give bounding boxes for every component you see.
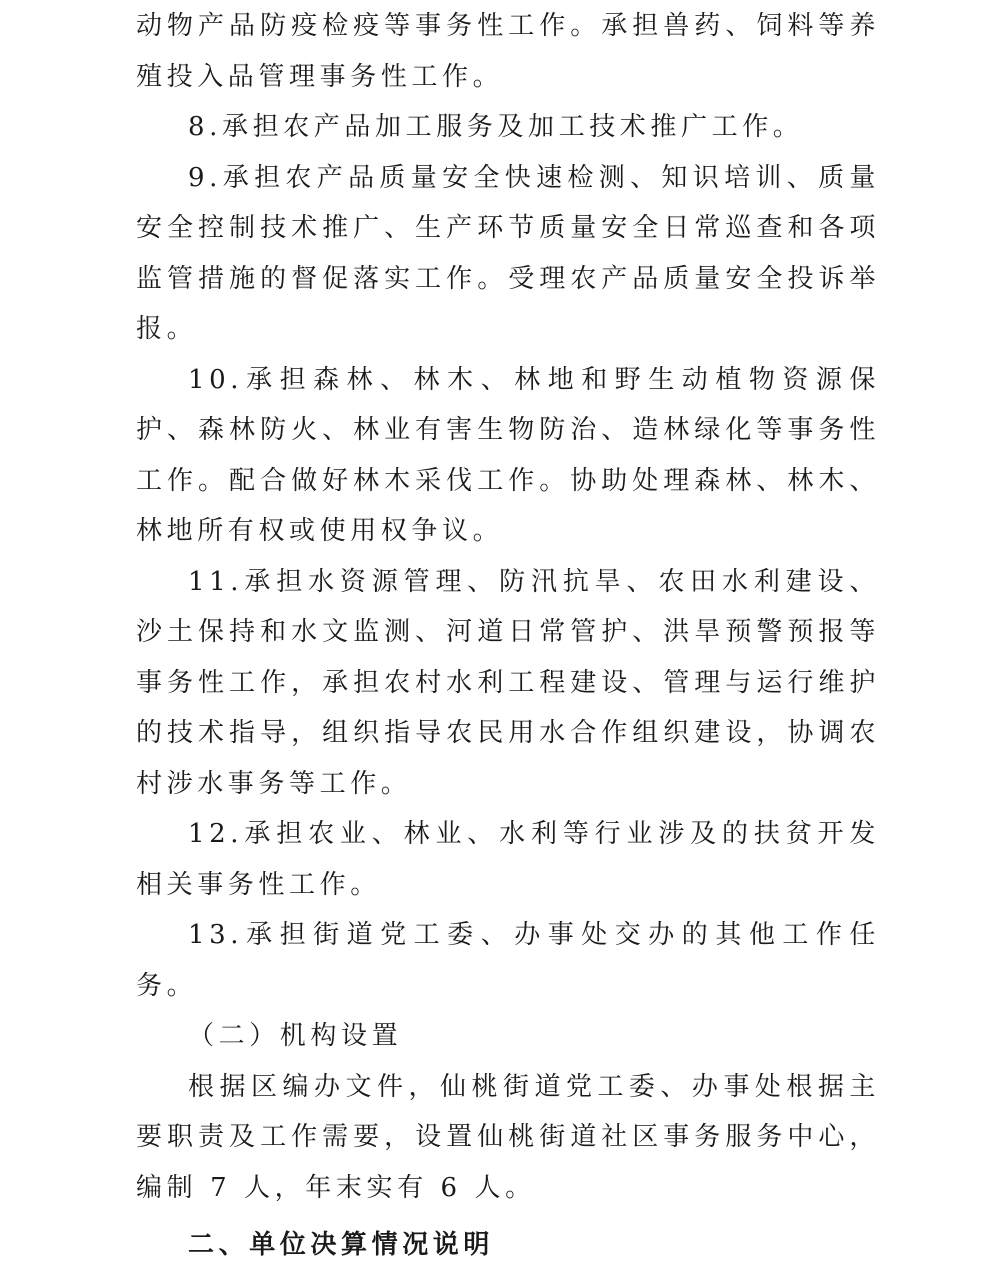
paragraph-item-11: 11.承担水资源管理、防汛抗旱、农田水利建设、沙土保持和水文监测、河道日常管护、洪旱预警预报等事务性工作，承担农村水利工程建设、管理与运行维护的技术指导，组织指导农民用水合作组织建设，协调农村涉水事务等工作。 (136, 566, 880, 799)
paragraph-item-9: 9.承担农产品质量安全快速检测、知识培训、质量安全控制技术推广、生产环节质量安全日常巡查和各项监管措施的督促落实工作。受理农产品质量安全投诉举报。 (136, 162, 880, 344)
section-heading: 二、单位决算情况说明 (188, 1230, 495, 1260)
paragraph-item-8: 8.承担农产品加工服务及加工技术推广工作。 (188, 112, 804, 142)
paragraph-item-12: 12.承担农业、林业、水利等行业涉及的扶贫开发相关事务性工作。 (136, 819, 880, 900)
paragraph-continuation: 动物产品防疫检疫等事务性工作。承担兽药、饲料等养殖投入品管理事务性工作。 (136, 11, 880, 92)
paragraph-item-13: 13.承担街道党工委、办事处交办的其他工作任务。 (136, 920, 880, 1001)
document-page (136, 0, 880, 1271)
paragraph-organization-setup: 根据区编办文件，仙桃街道党工委、办事处根据主要职责及工作需要，设置仙桃街道社区事务服务中心，编制 7 人，年末实有 6 人。 (136, 1071, 880, 1203)
subheading-organization: （二）机构设置 (188, 1021, 403, 1051)
paragraph-item-10: 10.承担森林、林木、林地和野生动植物资源保护、森林防火、林业有害生物防治、造林绿化等事务性工作。配合做好林木采伐工作。协助处理森林、林木、林地所有权或使用权争议。 (136, 364, 880, 546)
